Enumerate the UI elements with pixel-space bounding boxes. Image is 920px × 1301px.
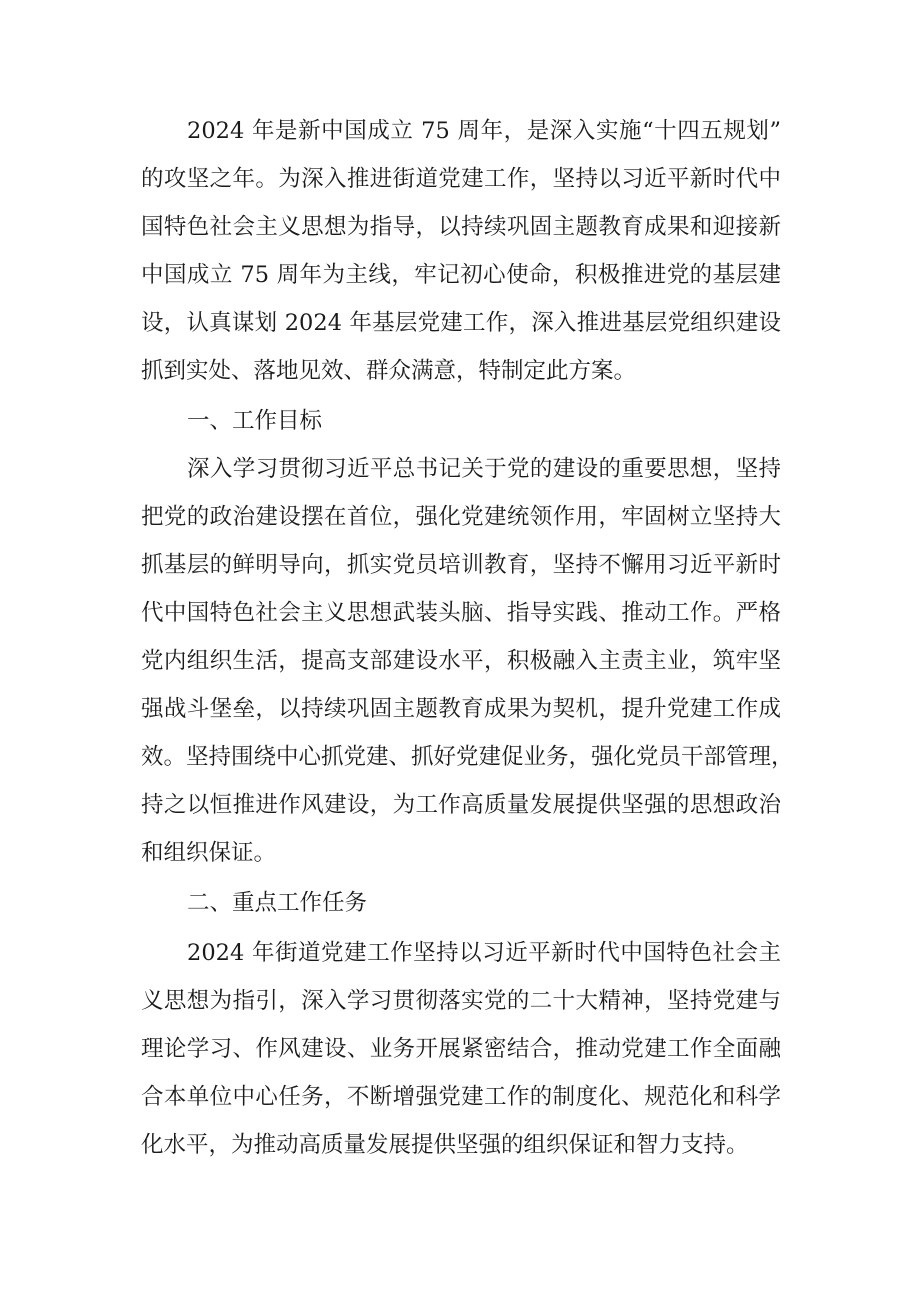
text-line: 效。坚持围绕中心抓党建、抓好党建促业务，强化党员干部管理，: [141, 744, 794, 770]
section-heading: 二、重点工作任务: [187, 890, 368, 916]
text-line: 代中国特色社会主义思想武装头脑、指导实践、推动工作。严格: [141, 600, 781, 626]
text-line: 党内组织生活，提高支部建设水平，积极融入主责主业，筑牢坚: [141, 648, 781, 674]
text-line: 2024 年街道党建工作坚持以习近平新时代中国特色社会主: [187, 940, 781, 966]
text-line: 义思想为指引，深入学习贯彻落实党的二十大精神，坚持党建与: [141, 988, 781, 1014]
text-line: 理论学习、作风建设、业务开展紧密结合，推动党建工作全面融: [141, 1036, 781, 1062]
text-line: 合本单位中心任务，不断增强党建工作的制度化、规范化和科学: [141, 1084, 781, 1110]
text-line: 化水平，为推动高质量发展提供坚强的组织保证和智力支持。: [141, 1132, 749, 1158]
section-heading: 一、工作目标: [187, 408, 323, 434]
text-line: 抓基层的鲜明导向，抓实党员培训教育，坚持不懈用习近平新时: [141, 552, 781, 578]
text-line: 和组织保证。: [141, 840, 277, 866]
text-line: 国特色社会主义思想为指导，以持续巩固主题教育成果和迎接新: [141, 214, 781, 240]
text-line: 中国成立 75 周年为主线，牢记初心使命，积极推进党的基层建: [141, 262, 781, 288]
text-line: 抓到实处、落地见效、群众满意，特制定此方案。: [141, 358, 637, 384]
text-line: 持之以恒推进作风建设，为工作高质量发展提供坚强的思想政治: [141, 792, 781, 818]
text-line: 设，认真谋划 2024 年基层党建工作，深入推进基层党组织建设: [141, 310, 781, 336]
text-line: 深入学习贯彻习近平总书记关于党的建设的重要思想，坚持: [187, 456, 781, 482]
text-line: 2024 年是新中国成立 75 周年，是深入实施“十四五规划”: [187, 118, 781, 144]
text-line: 强战斗堡垒，以持续巩固主题教育成果为契机，提升党建工作成: [141, 696, 781, 722]
text-line: 的攻坚之年。为深入推进街道党建工作，坚持以习近平新时代中: [141, 166, 781, 192]
text-line: 把党的政治建设摆在首位，强化党建统领作用，牢固树立坚持大: [141, 504, 781, 530]
